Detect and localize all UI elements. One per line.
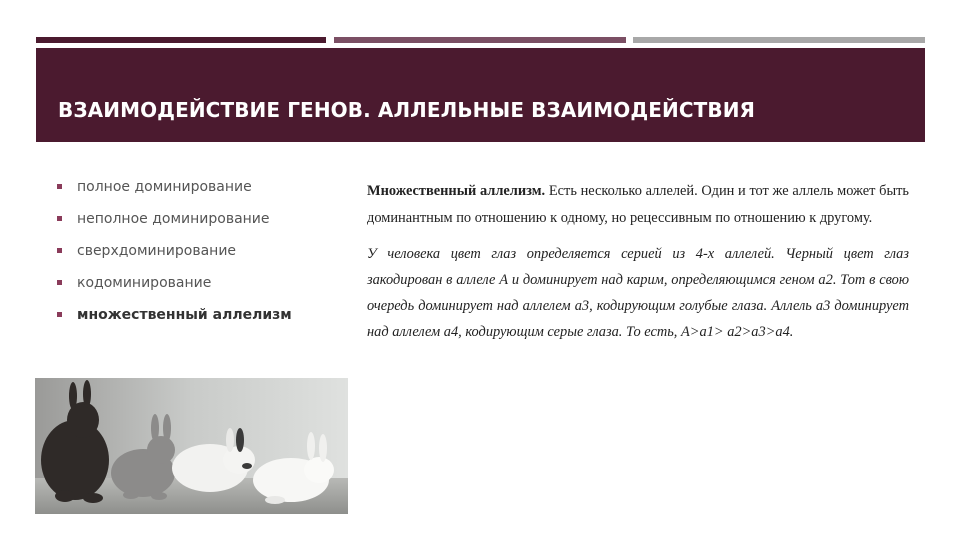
rabbits-photo [35,378,348,514]
bullet-label: множественный аллелизм [77,307,292,323]
bullet-item-5 [57,306,347,338]
bullet-label: полное доминирование [77,179,252,195]
definition-term: Множественный аллелизм. [367,183,546,199]
definition-paragraph [367,178,909,231]
bullet-item-2 [57,210,347,242]
bullet-label: сверхдоминирование [77,243,237,259]
rabbits-illustration [35,378,348,514]
bullet-label: кодоминирование [77,275,212,291]
bullet-square-icon [57,184,62,189]
bullet-square-icon [57,248,62,253]
bullet-item-3 [57,242,347,274]
text-column [367,178,909,345]
bullet-square-icon [57,216,62,221]
top-strip-mid [334,37,626,43]
title-band [36,48,925,142]
top-strip-gray [633,37,925,43]
bullet-square-icon [57,280,62,285]
bullet-label: неполное доминирование [77,211,270,227]
bullet-item-1 [57,178,347,210]
top-strip-dark [36,37,326,43]
bullet-list [57,178,347,338]
bullet-square-icon [57,312,62,317]
slide-title: ВЗАИМОДЕЙСТВИЕ ГЕНОВ. АЛЛЕЛЬНЫЕ ВЗАИМОДЕЙСТВИЯ [58,98,756,122]
definition-text: Есть несколько аллелей. Один и тот же аллель может быть доминантным по отношению к одному, но рецессивным по отношению к другому. [367,183,909,226]
bullet-item-4 [57,274,347,306]
example-paragraph: У человека цвет глаз определяется серией из 4-х аллелей. Черный цвет глаз закодирован в аллеле А и доминирует над карим, определяющимся геном а2. Тот в свою очередь доминирует над аллелем а3, кодирующим голубые глаза. Аллель а3 доминирует над аллелем а4, кодирующим серые глаза. То есть, А>а1> а2>а3>а4. [367,246,909,340]
